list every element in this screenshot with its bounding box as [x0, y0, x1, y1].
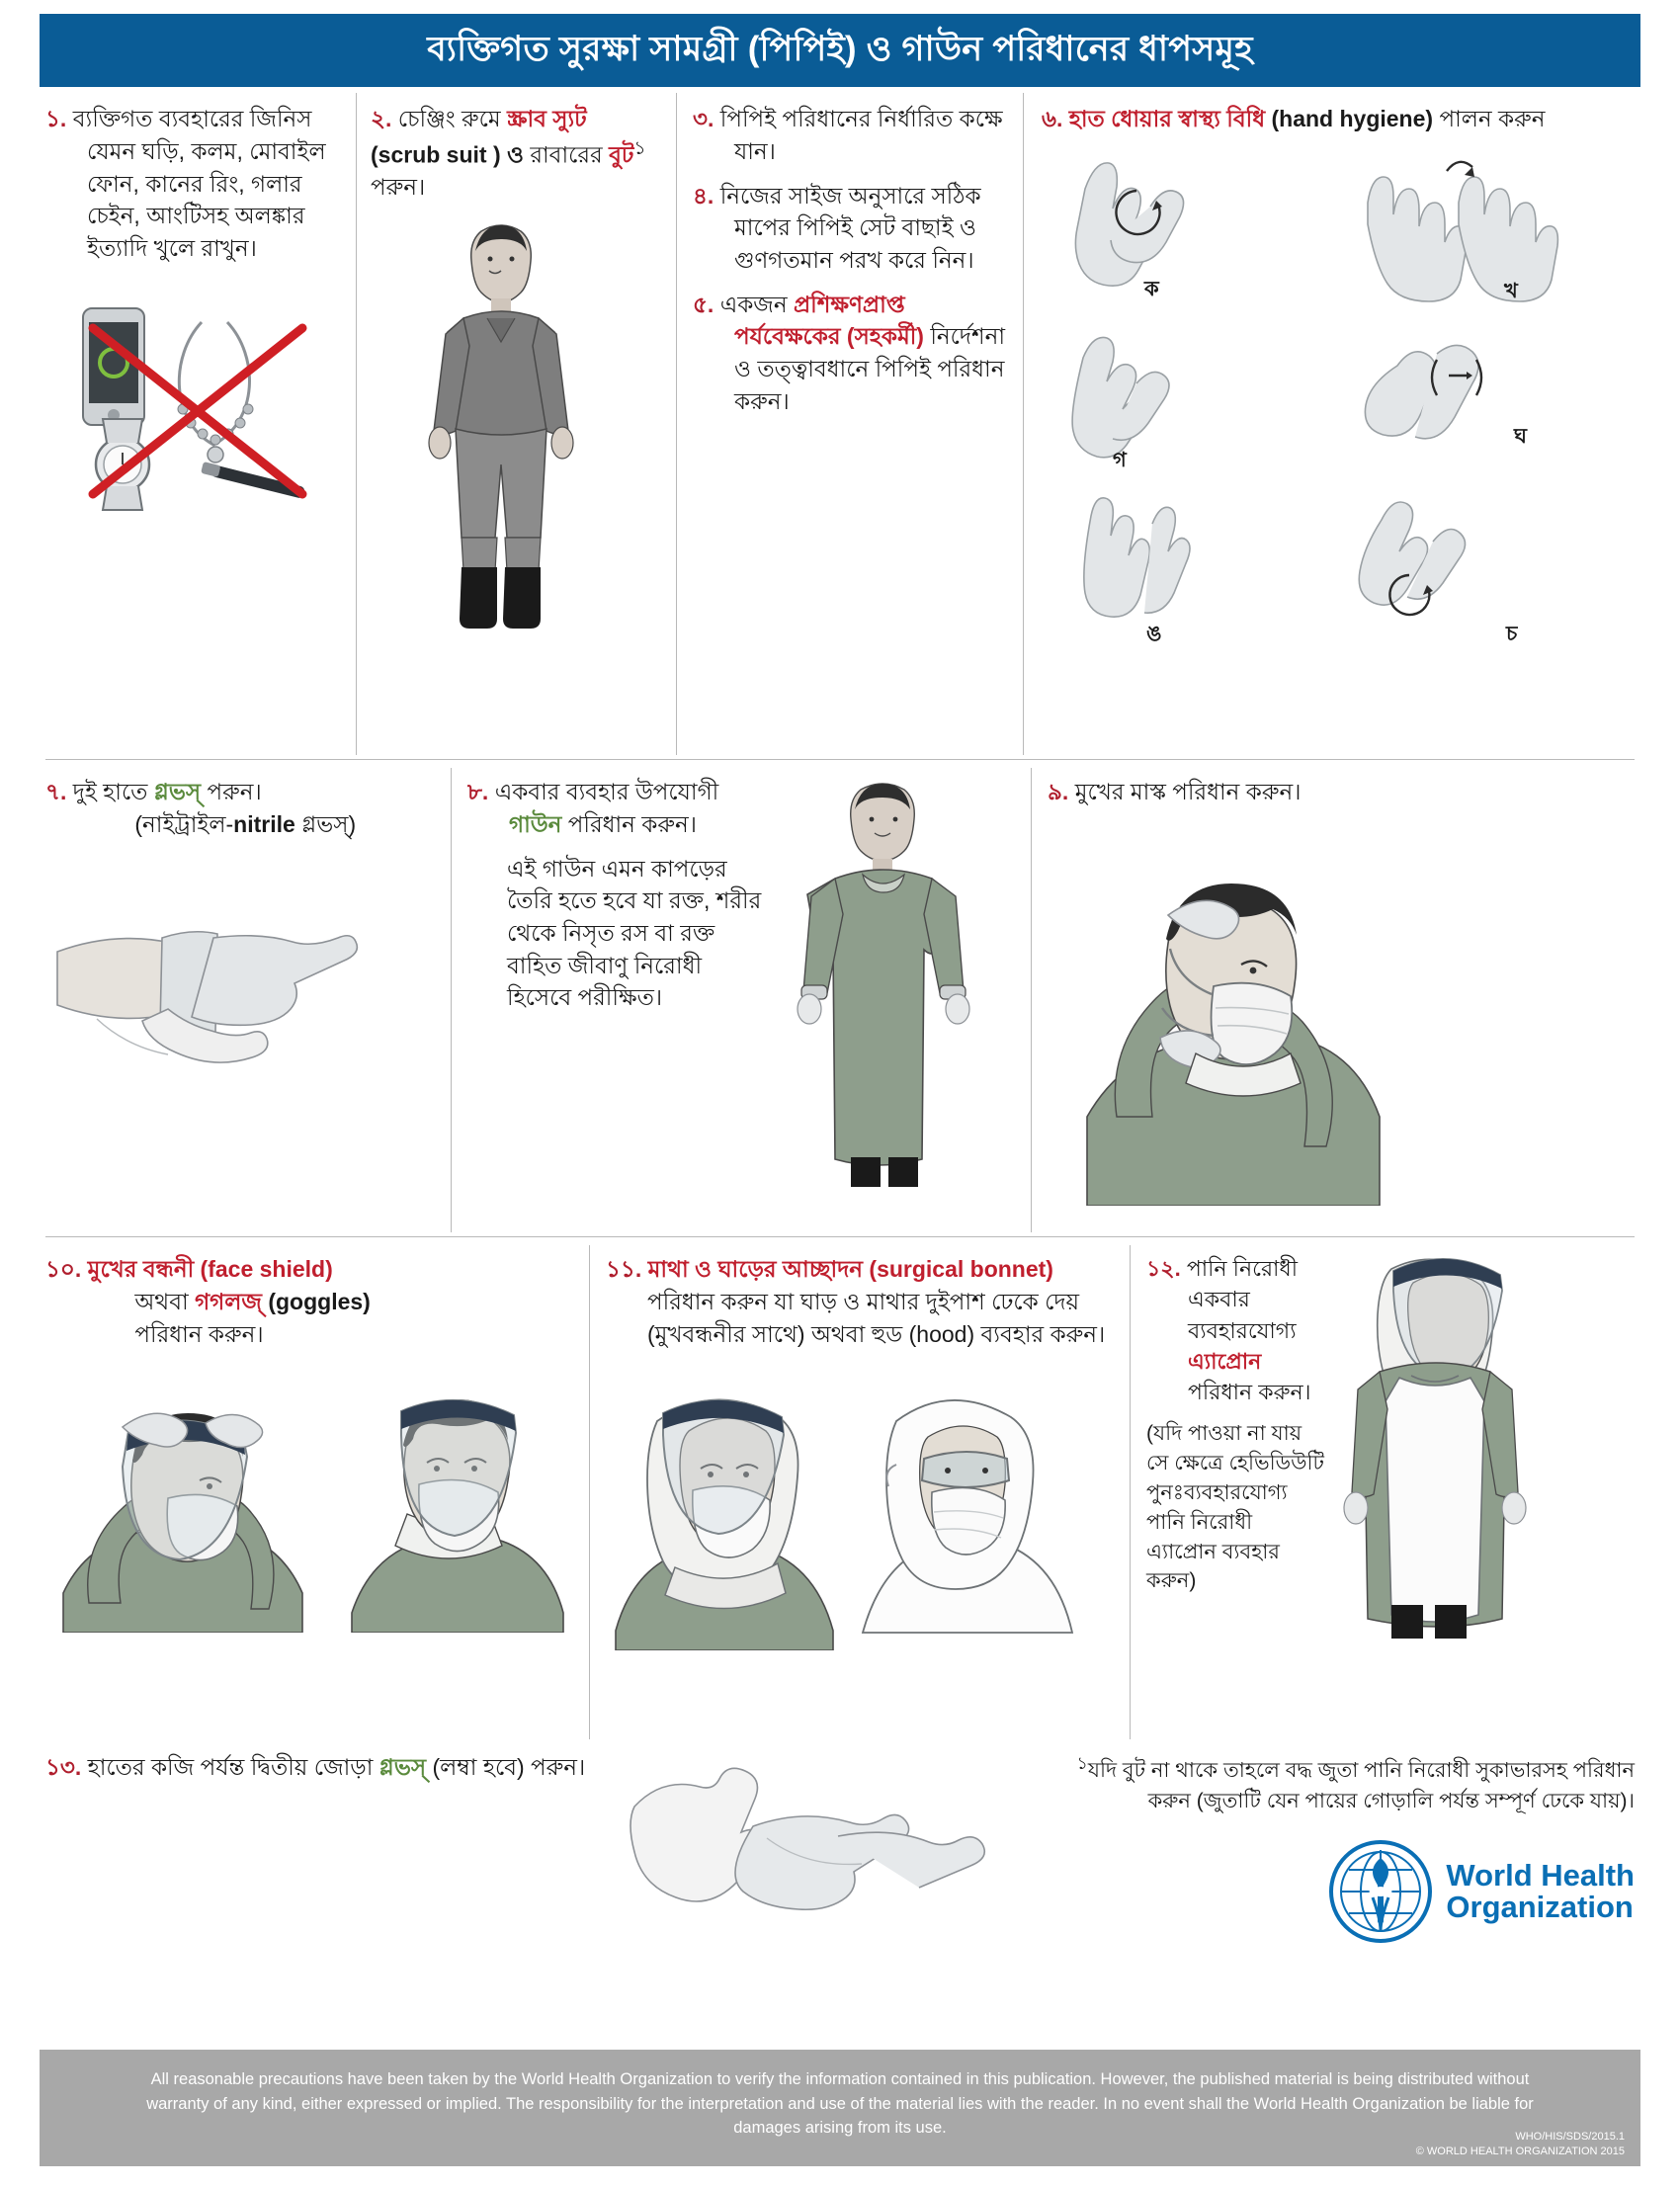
step-6-cell: [1023, 93, 1640, 755]
step-8-gown: গাউন: [509, 810, 562, 837]
publication-code: [1416, 2130, 1625, 2158]
step-4-body: নিজের সাইজ অনুসারে সঠিক মাপের পিপিই সেট বাছাই ও গুণগতমান পরখ করে নিন।: [719, 182, 981, 273]
hand-hygiene-label-b: খ: [1504, 279, 1518, 302]
step-9-number: ৯.: [1048, 779, 1069, 805]
step-12-text: [1146, 1253, 1324, 1596]
step-11-text: [606, 1253, 1120, 1350]
donning-gloves-illustration: [45, 861, 441, 1108]
step-6-body: পালন করুন: [1439, 106, 1546, 132]
step-10-part5: পরিধান করুন।: [134, 1320, 264, 1347]
step-2-footnote-marker: ১: [633, 137, 646, 159]
hand-hygiene-grid: [1042, 147, 1635, 661]
step-6-text: [1042, 103, 1635, 135]
row-four: [40, 1743, 1640, 2040]
step-7-number: ৭.: [45, 779, 67, 805]
hand-hygiene-label-d: ঘ: [1514, 425, 1527, 449]
step-5-observer: প্রশিক্ষণপ্রাপ্ত পর্যবেক্ষকের (সহকর্মী): [734, 291, 924, 350]
step-11-body: পরিধান করুন যা ঘাড় ও মাথার দুইপাশ ঢেকে দেয় (মুখবন্ধনীর সাথে) অথবা হুড (hood) ব্যবহার করুন।: [647, 1288, 1106, 1347]
step-7-part3: পরুন।: [207, 779, 262, 805]
step-8-number: ৮.: [467, 779, 489, 805]
step-7-cell: [40, 768, 451, 1232]
publication-code-1: WHO/HIS/SDS/2015.1: [1515, 2131, 1625, 2144]
page-title: ব্যক্তিগত সুরক্ষা সামগ্রী (পিপিই) ও গাউন পরিধানের ধাপসমূহ: [40, 14, 1640, 87]
step-10-goggles-bn: গগলজ্: [195, 1288, 262, 1314]
who-emblem-icon: [1329, 1840, 1432, 1943]
footnote-body: যদি বুট না থাকে তাহলে বদ্ধ জুতা পানি নিরোধী সুকাভারসহ পরিধান করুন (জুতাটি যেন পায়ের গোড়ালি পর্যন্ত সম্পূর্ণ ঢেকে যায়)।: [1087, 1759, 1635, 1812]
hand-hygiene-label-f: চ: [1506, 622, 1518, 645]
step-7-text: [45, 776, 441, 840]
step-1-number: ১.: [45, 106, 67, 132]
step-2-boot: বুট: [609, 141, 634, 168]
step-1-body: ব্যক্তিগত ব্যবহারের জিনিস যেমন ঘড়ি, কলম, মোবাইল ফোন, কানের রিং, গলার চেইন, আংটিসহ অলঙ্কার ইত্যাদি খুলে রাখুন।: [72, 106, 326, 261]
who-line-2: Organization: [1446, 1890, 1634, 1925]
row-three: [40, 1245, 1640, 1739]
step-1-cell: [40, 93, 356, 755]
face-shield-donning-illustration: [45, 1366, 342, 1633]
hand-hygiene-label-c: গ: [1113, 449, 1127, 472]
step-12-apron: এ্যাপ্রোন: [1188, 1348, 1262, 1374]
step-11-cell: [589, 1245, 1130, 1739]
step-9-cell: [1031, 768, 1640, 1232]
disclaimer-bar: [40, 2050, 1640, 2166]
surgical-bonnet-illustration: [606, 1364, 843, 1650]
step-7-nitrile: nitrile: [233, 810, 295, 837]
step-10-cell: [40, 1245, 589, 1739]
step-8-text: [467, 776, 764, 1014]
step-7-gloves: গ্লভস্: [153, 779, 202, 805]
second-gloves-cell: [609, 1743, 1044, 2040]
step-5-text: [693, 289, 1009, 418]
hand-hygiene-step-d: [1338, 318, 1635, 489]
wristwatch-icon: [96, 419, 149, 510]
step-6-title: হাত ধোয়ার স্বাস্থ্য বিধি: [1068, 106, 1266, 132]
step-5-number: ৫.: [693, 291, 714, 317]
hand-hygiene-step-f: [1338, 490, 1635, 661]
steps-3-4-5-cell: [676, 93, 1023, 755]
step-2-scrub-suit-en: (scrub suit ) ও: [371, 141, 524, 168]
hand-hygiene-label-e: ঙ: [1146, 622, 1162, 645]
personal-items-illustration: [55, 271, 332, 518]
step-12-note: (যদি পাওয়া না যায় সে ক্ষেত্রে হেভিডিউটি পুনঃব্যবহারযোগ্য পানি নিরোধী এ্যাপ্রোন ব্যবহার করুন): [1146, 1422, 1324, 1593]
step-3-text: [693, 103, 1009, 167]
step-3-body: পিপিই পরিধানের নির্ধারিত কক্ষে যান।: [719, 106, 1003, 164]
hand-hygiene-step-c: [1042, 318, 1338, 489]
step-12-part3: পরিধান করুন।: [1188, 1380, 1311, 1405]
face-shield-worn-illustration: [342, 1366, 569, 1633]
step-2-text: [371, 103, 662, 204]
gown-illustration: [778, 776, 995, 1191]
scrub-suit-illustration: [371, 215, 662, 640]
step-6-title-en: (hand hygiene): [1271, 106, 1434, 132]
step-4-number: ৪.: [693, 182, 714, 209]
step-3-number: ৩.: [693, 106, 714, 132]
step-8-note: এই গাউন এমন কাপড়ের তৈরি হতে হবে যা রক্ত, শরীর থেকে নিসৃত রস বা রক্ত বাহিত জীবাণু নিরোধী হিসেবে পরীক্ষিত।: [507, 855, 762, 1011]
step-2-number: ২.: [371, 106, 392, 132]
hand-hygiene-step-b: [1338, 147, 1635, 318]
step-11-bonnet: মাথা ও ঘাড়ের আচ্ছাদন (surgical bonnet): [647, 1256, 1053, 1283]
step-10-text: [45, 1253, 579, 1350]
coverall-hood-illustration: [849, 1364, 1076, 1650]
worker-figure: [429, 225, 573, 629]
step-13-gloves: গ্লভস্: [378, 1754, 427, 1781]
step-2-part1: চেঞ্জিং রুমে: [397, 106, 501, 132]
who-logo: [1053, 1840, 1635, 1943]
step-10-goggles-en: (goggles): [268, 1288, 371, 1314]
step-2-scrub-suit: স্ক্রাব স্যুট: [507, 106, 587, 132]
step-13-part1: হাতের কজি পর্যন্ত দ্বিতীয় জোড়া: [87, 1754, 374, 1781]
step-12-part1: পানি নিরোধী একবার ব্যবহারযোগ্য: [1186, 1256, 1299, 1343]
step-6-number: ৬.: [1042, 106, 1063, 132]
footnote-marker: ১: [1076, 1753, 1088, 1774]
step-2-cell: [356, 93, 676, 755]
step-10-number: ১০.: [45, 1256, 82, 1283]
publication-code-2: © WORLD HEALTH ORGANIZATION 2015: [1415, 2145, 1625, 2157]
row-one: [40, 93, 1640, 755]
step-7-part4: (নাইট্রাইল-: [134, 810, 234, 837]
hand-hygiene-step-a: [1042, 147, 1338, 318]
step-12-number: ১২.: [1146, 1256, 1181, 1282]
disclaimer-text: All reasonable precautions have been taken by the World Health Organization to verify the information contained in this publication. However, the published material is being distributed without warranty of any kind, either expressed or implied. The responsibility for the interpretation and use of the material lies with the reader. In no event shall the World Health Organization be liable for damages arising from its use.: [146, 2069, 1534, 2138]
step-11-number: ১১.: [606, 1256, 642, 1283]
step-2-part6: পরুন।: [371, 174, 426, 201]
step-10-face-shield: মুখের বন্ধনী (face shield): [87, 1256, 333, 1283]
step-4-text: [693, 180, 1009, 277]
step-13-text: [45, 1751, 599, 1784]
step-8-part1: একবার ব্যবহার উপযোগী: [494, 779, 719, 805]
rubber-boots-icon: [460, 567, 541, 629]
step-5-part1: একজন: [719, 291, 788, 317]
step-7-part6: গ্লভস্): [301, 810, 357, 837]
step-12-cell: [1130, 1245, 1640, 1739]
row-divider-1: [45, 759, 1635, 760]
second-gloves-illustration: [619, 1712, 1034, 1939]
mask-donning-illustration: [1048, 820, 1635, 1206]
row-two: [40, 768, 1640, 1232]
hand-hygiene-label-a: ক: [1144, 277, 1159, 300]
poster-page: [0, 14, 1680, 2188]
hand-hygiene-step-e: [1042, 490, 1338, 661]
who-wordmark: [1446, 1857, 1635, 1925]
who-line-1: World Health: [1446, 1857, 1635, 1893]
step-5-part3: নির্দেশনা ও তত্ত্বাবধানে পিপিই পরিধান করুন।: [734, 323, 1005, 414]
step-9-body: মুখের মাস্ক পরিধান করুন।: [1074, 779, 1302, 805]
step-13-part3: (লম্বা হবে) পরুন।: [432, 1754, 586, 1781]
step-1-text: [45, 103, 342, 264]
step-2-part4: রাবারের: [530, 141, 603, 168]
footnote-cell: [1044, 1743, 1640, 2040]
step-8-part3: পরিধান করুন।: [567, 810, 697, 837]
footnote-text: [1053, 1751, 1635, 1816]
apron-illustration: [1330, 1253, 1538, 1648]
step-13-cell: [40, 1743, 609, 2040]
step-9-text: [1048, 776, 1635, 808]
row-divider-2: [45, 1236, 1635, 1237]
step-7-part1: দুই হাতে: [72, 779, 148, 805]
step-8-cell: [451, 768, 1031, 1232]
step-10-part2: অথবা: [134, 1288, 189, 1314]
step-13-number: ১৩.: [45, 1754, 82, 1781]
